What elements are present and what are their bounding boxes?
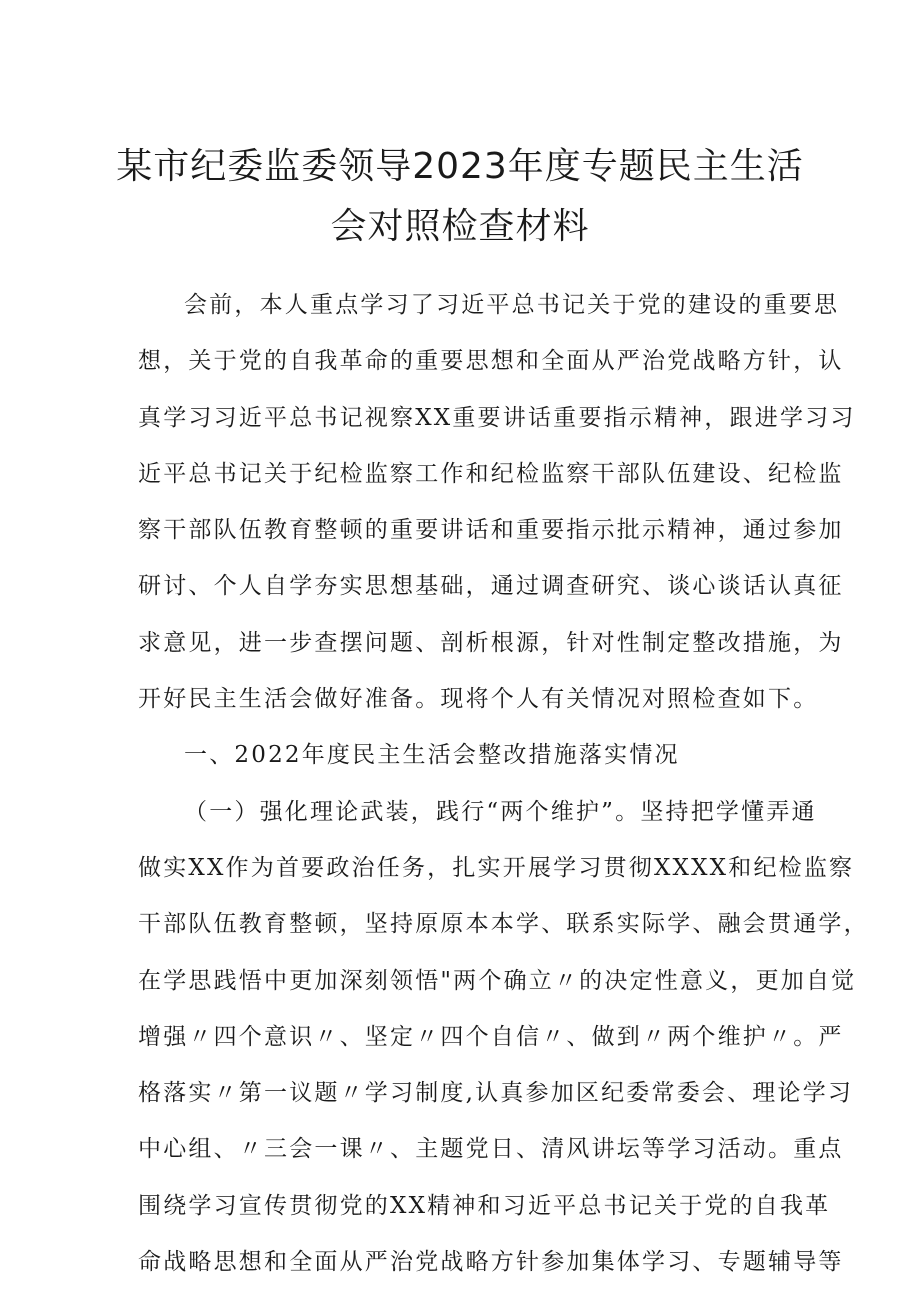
body-line: 格落实〃第一议题〃学习制度,认真参加区纪委常委会、理论学习 bbox=[138, 1080, 854, 1107]
body-line: 做实XX作为首要政治任务，扎实开展学习贯彻XXXX和纪检监察 bbox=[138, 854, 855, 881]
body-line: 命战略思想和全面从严治党战略方针参加集体学习、专题辅导等 bbox=[138, 1249, 844, 1276]
body-line: 研讨、个人自学夯实思想基础，通过调查研究、谈心谈话认真征 bbox=[138, 573, 844, 600]
section-heading: 一、2022年度民主生活会整改措施落实情况 bbox=[184, 742, 680, 769]
body-line: 察干部队伍教育整顿的重要讲话和重要指示批示精神，通过参加 bbox=[138, 517, 844, 544]
body-line: 在学思践悟中更加深刻领悟"两个确立〃的决定性意义，更加自觉 bbox=[138, 967, 857, 994]
document-title-line-2: 会对照检查材料 bbox=[330, 206, 590, 247]
document-body bbox=[138, 277, 869, 1290]
body-line: 近平总书记关于纪检监察工作和纪检监察干部队伍建设、纪检监 bbox=[138, 460, 844, 487]
body-line: 围绕学习宣传贯彻党的XX精神和习近平总书记关于党的自我革 bbox=[138, 1192, 831, 1219]
body-line: 想，关于党的自我革命的重要思想和全面从严治党战略方针，认 bbox=[138, 348, 844, 375]
body-line: 增强〃四个意识〃、坚定〃四个自信〃、做到〃两个维护〃。严 bbox=[138, 1023, 844, 1050]
body-line: 开好民主生活会做好准备。现将个人有关情况对照检查如下。 bbox=[138, 686, 819, 713]
body-line: 中心组、〃三会一课〃、主题党日、清风讲坛等学习活动。重点 bbox=[138, 1136, 844, 1163]
body-line: 真学习习近平总书记视察XX重要讲话重要指示精神，跟进学习习 bbox=[138, 404, 856, 431]
body-line: 干部队伍教育整顿，坚持原原本本学、联系实际学、融会贯通学， bbox=[138, 911, 869, 938]
document-title-line-1: 某市纪委监委领导2023年度专题民主生活 bbox=[116, 146, 804, 187]
body-line: 会前，本人重点学习了习近平总书记关于党的建设的重要思 bbox=[184, 292, 840, 318]
subsection-heading-line: （一）强化理论武装，践行“两个维护”。坚持把学懂弄通 bbox=[184, 798, 817, 825]
body-line: 求意见，进一步查摆问题、剖析根源，针对性制定整改措施，为 bbox=[138, 629, 844, 656]
